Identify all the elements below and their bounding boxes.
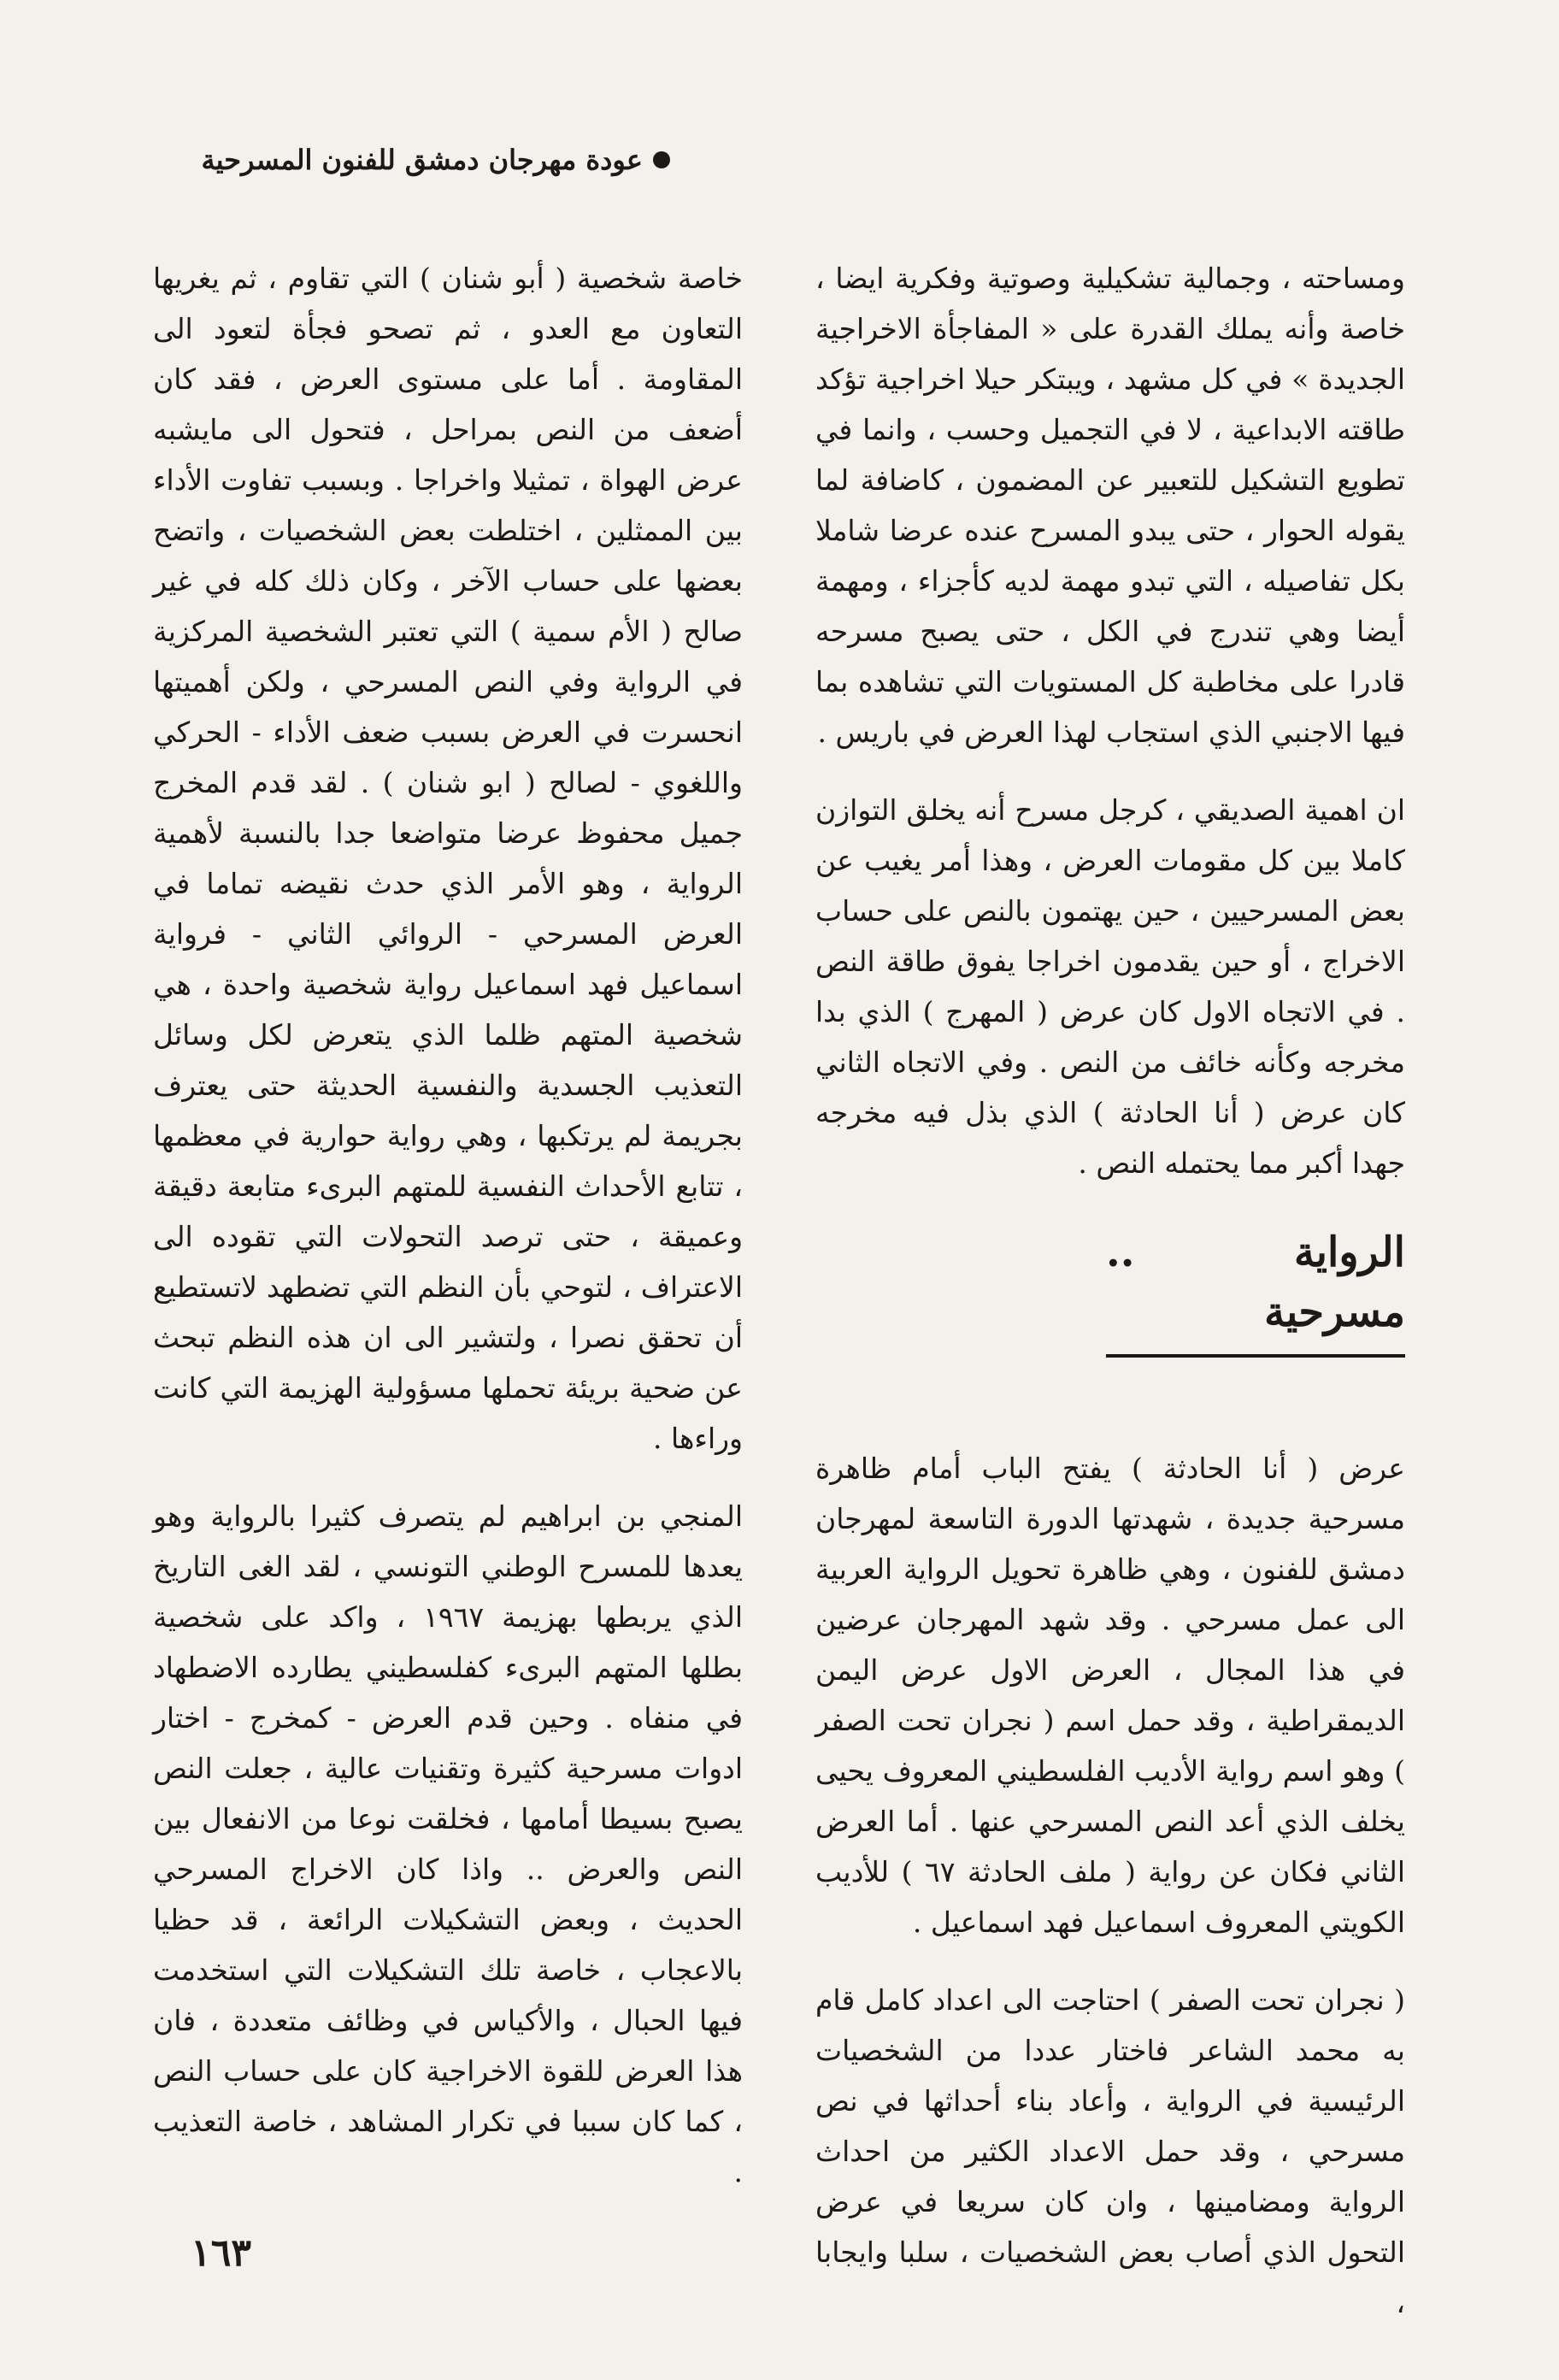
left-column — [153, 253, 743, 2224]
paragraph: المنجي بن ابراهيم لم يتصرف كثيرا بالرواية وهو يعدها للمسرح الوطني التونسي ، لقد الغى التاريخ الذي يربطها بهزيمة ١٩٦٧ ، واكد على شخصية بطلها المتهم البرىء كفلسطيني يطارده الاضطهاد في منفاه . وحين قدم العرض - كمخرج - اختار ادوات مسرحية كثيرة وتقنيات عالية ، جعلت النص يصبح بسيطا أمامها ، فخلقت نوعا من الانفعال بين النص والعرض .. واذا كان الاخراج المسرحي الحديث ، وبعض التشكيلات الرائعة ، قد حظيا بالاعجاب ، خاصة تلك التشكيلات التي استخدمت فيها الحبال ، والأكياس في وظائف متعددة ، فان هذا العرض للقوة الاخراجية كان على حساب النص ، كما كان سببا في تكرار المشاهد ، خاصة التعذيب . — [153, 1499, 743, 2189]
paragraph: ان اهمية الصديقي ، كرجل مسرح أنه يخلق التوازن كاملا بين كل مقومات العرض ، وهذا أمر يغيب عن بعض المسرحيين ، حين يهتمون بالنص على حساب الاخراج ، أو حين يقدمون اخراجا يفوق طاقة النص . في الاتجاه الاول كان عرض ( المهرج ) الذي بدا مخرجه وكأنه خائف من النص . وفي الاتجاه الثاني كان عرض ( أنا الحادثة ) الذي بذل فيه مخرجه جهدا أكبر مما يحتمله النص . — [815, 793, 1405, 1180]
section-heading: الرواية .. مسرحية — [1106, 1222, 1405, 1358]
bullet-icon — [653, 151, 670, 168]
right-column — [815, 253, 1405, 2355]
paragraph: خاصة شخصية ( أبو شنان ) التي تقاوم ، ثم يغريها التعاون مع العدو ، ثم تصحو فجأة لتعود الى المقاومة . أما على مستوى العرض ، فقد كان أضعف من النص بمراحل ، فتحول الى مايشبه عرض الهواة ، تمثيلا واخراجا . وبسبب تفاوت الأداء بين الممثلين ، اختلطت بعض الشخصيات ، واتضح بعضها على حساب الآخر ، وكان ذلك كله في غير صالح ( الأم سمية ) التي تعتبر الشخصية المركزية في الرواية وفي النص المسرحي ، ولكن أهميتها انحسرت في العرض بسبب ضعف الأداء - الحركي واللغوي - لصالح ( ابو شنان ) . لقد قدم المخرج جميل محفوظ عرضا متواضعا جدا بالنسبة لأهمية الرواية ، وهو الأمر الذي حدث نقيضه تماما في العرض المسرحي - الروائي الثاني - فرواية اسماعيل فهد اسماعيل رواية شخصية واحدة ، هي شخصية المتهم ظلما الذي يتعرض لكل وسائل التعذيب الجسدية والنفسية الحديثة حتى يعترف بجريمة لم يرتكبها ، وهي رواية حوارية في معظمها ، تتابع الأحداث النفسية للمتهم البرىء متابعة دقيقة وعميقة ، حتى ترصد التحولات التي تقوده الى الاعتراف ، لتوحي بأن النظم التي تضطهد لاتستطيع أن تحقق نصرا ، ولتشير الى ان هذه النظم تبحث عن ضحية بريئة تحملها مسؤولية الهزيمة التي كانت وراءها . — [153, 262, 743, 1455]
running-title: عودة مهرجان دمشق للفنون المسرحية — [201, 144, 643, 176]
page-number: ١٦٣ — [191, 2231, 251, 2275]
paragraph: عرض ( أنا الحادثة ) يفتح الباب أمام ظاهرة مسرحية جديدة ، شهدتها الدورة التاسعة لمهرجان دمشق للفنون ، وهي ظاهرة تحويل الرواية العربية الى عمل مسرحي . وقد شهد المهرجان عرضين في هذا المجال ، العرض الاول عرض اليمن الديمقراطية ، وقد حمل اسم ( نجران تحت الصفر ) وهو اسم رواية الأديب الفلسطيني المعروف يحيى يخلف الذي أعد النص المسرحي عنها . أما العرض الثاني فكان عن رواية ( ملف الحادثة ٦٧ ) للأديب الكويتي المعروف اسماعيل فهد اسماعيل . — [815, 1452, 1405, 1939]
paragraph: ومساحته ، وجمالية تشكيلية وصوتية وفكرية ايضا ، خاصة وأنه يملك القدرة على « المفاجأة الاخراجية الجديدة » في كل مشهد ، ويبتكر حيلا اخراجية تؤكد طاقته الابداعية ، لا في التجميل وحسب ، وانما في تطويع التشكيل للتعبير عن المضمون ، كاضافة لما يقوله الحوار ، حتى يبدو المسرح عنده عرضا شاملا بكل تفاصيله ، التي تبدو مهمة لديه كأجزاء ، ومهمة أيضا وهي تندرج في الكل ، حتى يصبح مسرحه قادرا على مخاطبة كل المستويات التي تشاهده بما فيها الاجنبي الذي استجاب لهذا العرض في باريس . — [815, 262, 1405, 749]
running-header — [201, 144, 670, 176]
paragraph: ( نجران تحت الصفر ) احتاجت الى اعداد كامل قام به محمد الشاعر فاختار عددا من الشخصيات الرئيسية في الرواية ، وأعاد بناء أحداثها في نص مسرحي ، وقد حمل الاعداد الكثير من احداث الرواية ومضامينها ، وان كان سريعا في عرض التحول الذي أصاب بعض الشخصيات ، سلبا وايجابا ، — [815, 1983, 1405, 2319]
